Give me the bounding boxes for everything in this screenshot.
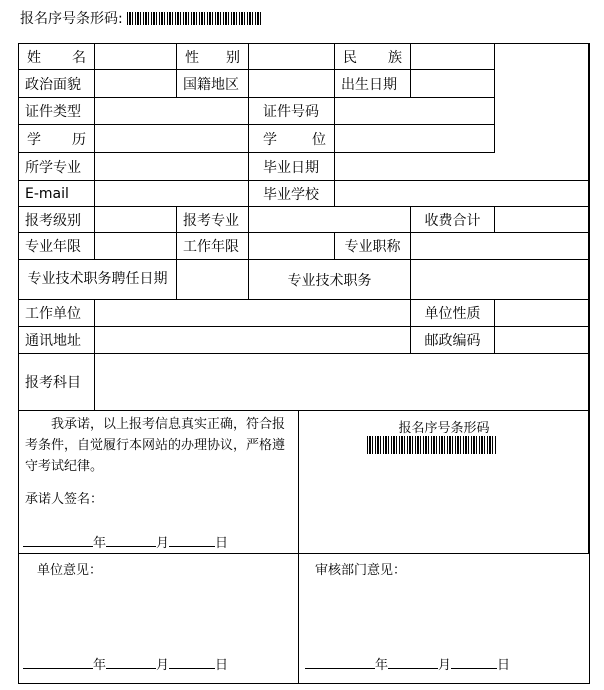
- barcode-box-image: [367, 436, 497, 458]
- label-professional-title: 专业职称: [335, 233, 411, 260]
- label-mailing-address: 通讯地址: [19, 327, 95, 354]
- year-label: 年: [93, 658, 107, 673]
- label-degree-char2: 位: [312, 131, 326, 148]
- field-title-appointment-date[interactable]: [177, 260, 249, 300]
- year-label: 年: [375, 658, 389, 673]
- barcode-box-label: 报名序号条形码: [398, 421, 490, 436]
- label-degree-char1: 学: [263, 131, 277, 148]
- year-line[interactable]: [23, 533, 93, 547]
- review-opinion-label: 审核部门意见：: [315, 563, 407, 578]
- field-exam-major[interactable]: [249, 207, 411, 233]
- label-exam-subjects: 报考科目: [19, 354, 95, 411]
- label-gender-char1: 性: [185, 49, 199, 66]
- label-political-status: 政治面貌: [19, 70, 95, 98]
- day-line[interactable]: [169, 655, 215, 669]
- year-label: 年: [93, 536, 107, 551]
- label-total-fee: 收费合计: [411, 207, 495, 233]
- signature-label: 承诺人签名：: [25, 492, 104, 507]
- field-nationality[interactable]: [249, 70, 335, 98]
- label-exam-major: 报考专业: [177, 207, 249, 233]
- header-barcode-label: 报名序号条形码:: [20, 11, 123, 27]
- label-gender: [177, 44, 249, 70]
- label-name-char2: 名: [72, 49, 86, 66]
- label-ethnicity-char1: 民: [343, 49, 357, 66]
- label-degree: [249, 125, 335, 153]
- unit-opinion-date: [23, 654, 228, 673]
- label-ethnicity: [335, 44, 411, 70]
- label-professional-post: 专业技术职务: [249, 260, 411, 300]
- label-education-char1: 学: [27, 131, 41, 148]
- day-line[interactable]: [169, 533, 215, 547]
- field-professional-title[interactable]: [411, 233, 589, 260]
- label-employer-type: 单位性质: [411, 300, 495, 327]
- label-id-type: 证件类型: [19, 98, 95, 125]
- month-line[interactable]: [106, 655, 156, 669]
- review-opinion-date: [305, 654, 510, 673]
- field-exam-subjects[interactable]: [95, 354, 589, 411]
- label-name-char1: 姓: [27, 49, 41, 66]
- label-postal-code: 邮政编码: [411, 327, 495, 354]
- pledge-date: [23, 532, 228, 551]
- field-id-number[interactable]: [335, 98, 495, 125]
- field-email[interactable]: [95, 181, 249, 207]
- label-email: E-mail: [19, 181, 95, 207]
- label-major: 所学专业: [19, 153, 95, 181]
- month-label: 月: [438, 658, 452, 673]
- field-graduation-date[interactable]: [335, 153, 589, 181]
- year-line[interactable]: [23, 655, 93, 669]
- day-label: 日: [215, 658, 229, 673]
- label-professional-years: 专业年限: [19, 233, 95, 260]
- day-label: 日: [215, 536, 229, 551]
- label-exam-level: 报考级别: [19, 207, 95, 233]
- field-ethnicity[interactable]: [411, 44, 495, 70]
- header-barcode-image: [127, 12, 263, 25]
- month-label: 月: [156, 658, 170, 673]
- label-graduation-school: 毕业学校: [249, 181, 335, 207]
- label-gender-char2: 别: [226, 49, 240, 66]
- label-education: [19, 125, 95, 153]
- label-birth-date: 出生日期: [335, 70, 411, 98]
- field-professional-post[interactable]: [411, 260, 589, 300]
- field-political-status[interactable]: [95, 70, 177, 98]
- month-label: 月: [156, 536, 170, 551]
- field-education[interactable]: [95, 125, 249, 153]
- field-total-fee[interactable]: [495, 207, 589, 233]
- label-employer: 工作单位: [19, 300, 95, 327]
- label-title-appointment-date: 专业技术职务聘任日期: [19, 260, 177, 300]
- month-line[interactable]: [106, 533, 156, 547]
- field-id-type[interactable]: [95, 98, 249, 125]
- label-education-char2: 历: [72, 131, 86, 148]
- field-exam-level[interactable]: [95, 207, 177, 233]
- field-mailing-address[interactable]: [95, 327, 411, 354]
- day-line[interactable]: [451, 655, 497, 669]
- pledge-text: 我承诺，以上报考信息真实正确，符合报考条件，自觉履行本网站的办理协议，严格遵守考试纪律。: [25, 417, 286, 474]
- field-name[interactable]: [95, 44, 177, 70]
- field-degree[interactable]: [335, 125, 495, 153]
- field-birth-date[interactable]: [411, 70, 495, 98]
- field-major[interactable]: [95, 153, 249, 181]
- label-work-years: 工作年限: [177, 233, 249, 260]
- registration-form-table: [18, 43, 590, 684]
- field-gender[interactable]: [249, 44, 335, 70]
- field-graduation-school[interactable]: [335, 181, 589, 207]
- label-id-number: 证件号码: [249, 98, 335, 125]
- unit-opinion-label: 单位意见：: [37, 563, 103, 578]
- label-nationality: 国籍地区: [177, 70, 249, 98]
- field-employer-type[interactable]: [495, 300, 589, 327]
- label-name: [19, 44, 95, 70]
- month-line[interactable]: [388, 655, 438, 669]
- field-employer[interactable]: [95, 300, 411, 327]
- day-label: 日: [497, 658, 511, 673]
- year-line[interactable]: [305, 655, 375, 669]
- form-header: [20, 8, 263, 28]
- field-professional-years[interactable]: [95, 233, 177, 260]
- label-ethnicity-char2: 族: [388, 49, 402, 66]
- field-work-years[interactable]: [249, 233, 335, 260]
- field-postal-code[interactable]: [495, 327, 589, 354]
- label-graduation-date: 毕业日期: [249, 153, 335, 181]
